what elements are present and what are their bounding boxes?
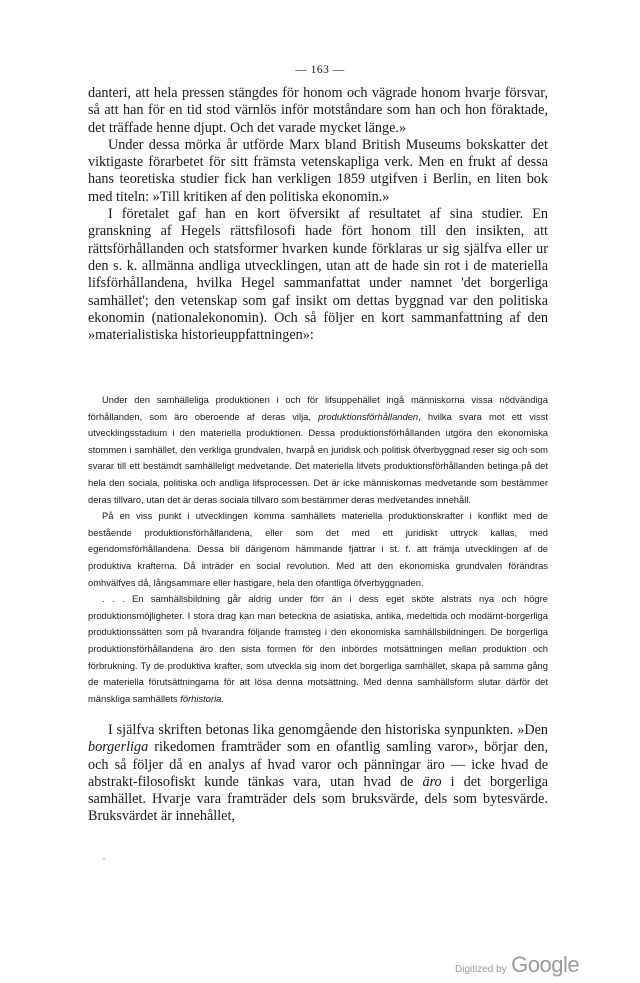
quote-paragraph-2: På en viss punkt i utvecklingen komma samhällets materiella produktionskrafter i konflikt med de bestående produktionsförhållandena, eller som det med ett juridiskt uttryck kallas, med egendomsförhållandena. Dessa bli därigenom hämmande fjättrar i st. f. att främja utvecklingen af de produktiva krafterna. Då inträder en social revolution. Med att den ekonomiska grundvalen förändras omhvälfves då, långsammare eller hastigare, hela den ofantliga öfverbyggnaden. bbox=[88, 510, 548, 588]
quotation-block bbox=[88, 392, 548, 707]
lower-emphasis-borgerliga: borgerliga bbox=[88, 739, 149, 756]
paragraph-british-museum: Under dessa mörka år utförde Marx bland British Museums bokskatter det viktigaste förarbetet för sitt främsta vetenskapliga verk. Men en frukt af dessa hans teoretiska studier fick han verkligen 1859 utgifven i Berlin, en liten bok med titeln: »Till kritiken af den politiska ekonomin.» bbox=[88, 136, 548, 205]
quote-paragraph-3 bbox=[88, 591, 548, 707]
quote-p1-text: Under den samhälleliga produktionen i och för lifsuppehället ingå människorna vissa nödvändiga förhållanden, som äro oberoende af deras vilja, bbox=[88, 394, 548, 422]
quote-p3-emphasis: förhistoria bbox=[180, 692, 222, 704]
upper-text bbox=[88, 85, 548, 344]
lower-text-b: rikedomen framträder som en ofantlig samling varor», börjar den, och så följer då en analys af hvad varor och pänningar äro — icke hvad de abstrakt-filosofiskt kunde tänkas vara, utan hvad de bbox=[88, 739, 548, 790]
watermark-prefix: Digitized by bbox=[455, 964, 507, 975]
quote-p3-text: . . . En samhällsbildning går aldrig under förr än i dess eget sköte alstrats nya och högre produktionsmöjligheter. I stora drag kan man beteckna de asiatiska, antika, medeltida och modärnt-borgerliga produktionssätten som på hvarandra följande framsteg i den ekonomiska samhällsbildningen. De borgerliga produktionsförhållandena äro den sista formen för den inbördes motsättningen mellan produktion och förbrukning. Ty de produktiva krafter, som utveckla sig inom det borgerliga samhället, skapa på samma gång de materiella förutsättningarna för att lösa denna motsättning. Med denna samhällsform slutar därför det mänskliga samhällets bbox=[88, 593, 548, 704]
quote-p1-emphasis: produktionsförhållanden bbox=[318, 410, 419, 422]
quote-paragraph-1 bbox=[88, 392, 548, 508]
paragraph-foretalet: I företalet gaf han en kort öfversikt af resultatet af sina studier. En granskning af Hegels rättsfilosofi hade fört honom till den insikten, att rättsförhållanden och statsformer hvarken kunde förklaras ur sig själfva eller ur den s. k. allmänna andliga utvecklingen, utan att de hade sin rot i de materiella lifsförhållandena, hvilka Hegel sammanfattat under namnet 'det borgerliga samhället'; den vetenskap som gaf insikt om dettas byggnad var den politiska ekonomin (nationalekonomin). Och så följer en kort sammanfattning af den »materialistiska historieuppfattningen»: bbox=[88, 206, 548, 344]
scan-speck bbox=[103, 858, 105, 860]
lower-emphasis-aro: äro bbox=[422, 773, 442, 790]
paragraph-continuation: danteri, att hela pressen stängdes för honom och vägrade honom hvarje försvar, så att han för en tid stod värnlös inför motståndare som han och hon föraktade, det träffade henne djupt. Och det varade mycket länge.» bbox=[88, 85, 548, 136]
lower-text-c: i det borgerliga samhället. Hvarje vara framträder dels som bruksvärde, dels som bytesvärde. Bruksvärdet är innehållet, bbox=[88, 773, 548, 825]
paragraph-sjalfva-skriften bbox=[88, 722, 548, 826]
quote-p3-end: . bbox=[221, 692, 225, 704]
quote-p1-text-cont: , hvilka svara mot ett visst utvecklingsstadium i den materiella produktionen. Dessa produktionsförhållanden utgöra den ekonomiska stommen i samhället, den verkliga grundvalen, hvarpå en juridisk och politisk öfverbyggnad reser sig och som svarar till ett bestämdt samhälleligt medvetande. Det materiella lifvets produktionsförhållanden betinga på det hela den sociala, politiska och andliga lifsprocessen. Det är icke människornas medvetande som bestämmer deras tillvaro, utan det är deras sociala tillvaro som bestämmer deras medvetandes innehåll. bbox=[88, 410, 548, 505]
page-number: — 163 — bbox=[295, 64, 345, 76]
lower-text-a: I själfva skriften betonas lika genomgående den historiska synpunkten. »Den bbox=[108, 722, 548, 738]
lower-text bbox=[88, 722, 548, 826]
digitized-by-google-watermark bbox=[455, 952, 605, 978]
google-logo: Google bbox=[511, 952, 580, 977]
